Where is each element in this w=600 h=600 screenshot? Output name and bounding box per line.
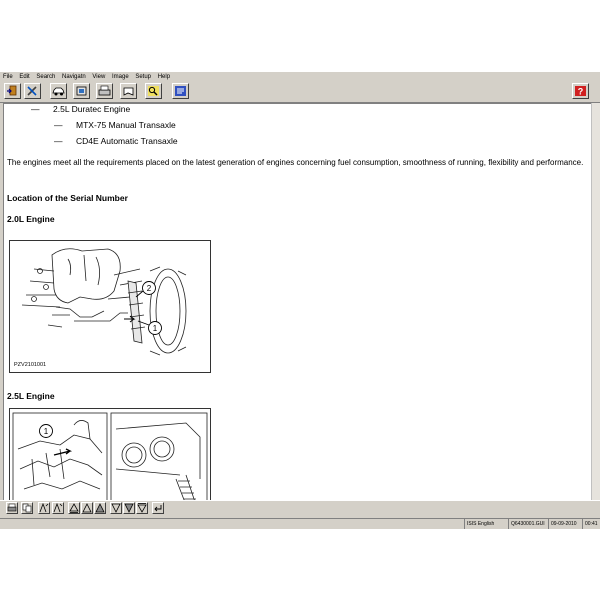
menu-file[interactable]: File [3, 74, 13, 80]
last-page-button[interactable] [136, 502, 148, 514]
copy-button[interactable] [21, 502, 33, 514]
print-page-button[interactable] [6, 502, 18, 514]
bookmark-button[interactable] [120, 83, 137, 99]
svg-text:?: ? [577, 86, 584, 97]
copy-icon [22, 503, 32, 513]
zoom-out-button[interactable] [52, 502, 64, 514]
list-dash: — [54, 120, 63, 130]
up-arrow-icon [82, 503, 92, 513]
exit-button[interactable] [4, 83, 21, 99]
up-arrow-icon [95, 503, 105, 513]
down-arrow-icon [111, 503, 121, 513]
menu-navigation[interactable]: Navigatn [62, 74, 86, 80]
menu-image[interactable]: Image [111, 74, 129, 80]
status-message [0, 519, 464, 529]
list-item-mtx75: MTX-75 Manual Transaxle [76, 120, 176, 130]
bookmark-icon [122, 85, 135, 97]
first-page-button[interactable] [68, 502, 80, 514]
next-section-button[interactable] [123, 502, 135, 514]
heading-2-5l-engine: 2.5L Engine [7, 391, 55, 401]
heading-serial-location: Location of the Serial Number [7, 193, 128, 203]
menu-edit[interactable]: Edit [19, 74, 30, 80]
document-pane[interactable] [3, 103, 593, 502]
status-file: Q6430001.GUI [508, 519, 548, 529]
list-item-cd4e: CD4E Automatic Transaxle [76, 136, 178, 146]
exit-icon [6, 85, 19, 97]
last-page-icon [137, 503, 147, 513]
down-arrow-icon [124, 503, 134, 513]
menu-view[interactable]: View [92, 74, 106, 80]
zoom-in-icon [39, 503, 49, 513]
next-page-button[interactable] [110, 502, 122, 514]
engine-2-5l-illustration [10, 409, 210, 502]
app-window [0, 72, 600, 528]
tools-button[interactable] [24, 83, 41, 99]
index-icon [174, 85, 187, 97]
callout-1: 1 [152, 324, 158, 333]
zoom-in-button[interactable] [38, 502, 50, 514]
list-dash: — [31, 104, 40, 114]
menu-setup[interactable]: Setup [135, 74, 152, 80]
help-icon [574, 85, 587, 97]
menu-search[interactable]: Search [36, 74, 56, 80]
menu-help[interactable]: Help [157, 74, 171, 80]
return-button[interactable] [152, 502, 164, 514]
engine-description: The engines meet all the requirements placed on the latest generation of engines concerning fuel consumption, smoothness of running, flexibility and performance. [7, 158, 584, 167]
index-button[interactable] [172, 83, 189, 99]
toolbar [0, 82, 600, 103]
engine-2-5l-figure [9, 408, 211, 502]
previous-section-button[interactable] [94, 502, 106, 514]
engine-illustration [10, 241, 210, 372]
status-time: 00:41 [582, 519, 600, 529]
figure-code: PZV2101001 [14, 362, 47, 368]
status-bar [0, 518, 600, 529]
heading-2-0l-engine: 2.0L Engine [7, 214, 55, 224]
list-item-duratec: 2.5L Duratec Engine [53, 104, 131, 114]
zoom-out-icon [53, 503, 63, 513]
car-icon [52, 85, 65, 97]
callout-1-second: 1 [43, 427, 49, 436]
callout-2: 2 [146, 284, 152, 293]
book-icon [75, 85, 88, 97]
print-icon [98, 85, 111, 97]
first-page-icon [69, 503, 79, 513]
engine-2-0l-figure [9, 240, 211, 373]
return-icon [153, 503, 163, 513]
status-language: ISIS English [464, 519, 508, 529]
navigation-bar [0, 500, 600, 518]
previous-page-button[interactable] [81, 502, 93, 514]
search-icon [147, 85, 160, 97]
tools-icon [26, 85, 39, 97]
vehicle-button[interactable] [50, 83, 67, 99]
menu-bar [0, 72, 600, 82]
print-icon [7, 503, 17, 513]
search-button[interactable] [145, 83, 162, 99]
vertical-scrollbar[interactable] [591, 103, 600, 500]
print-button[interactable] [96, 83, 113, 99]
help-button[interactable] [572, 83, 589, 99]
status-date: 09-09-2010 [548, 519, 582, 529]
list-dash: — [54, 136, 63, 146]
manual-button[interactable] [73, 83, 90, 99]
